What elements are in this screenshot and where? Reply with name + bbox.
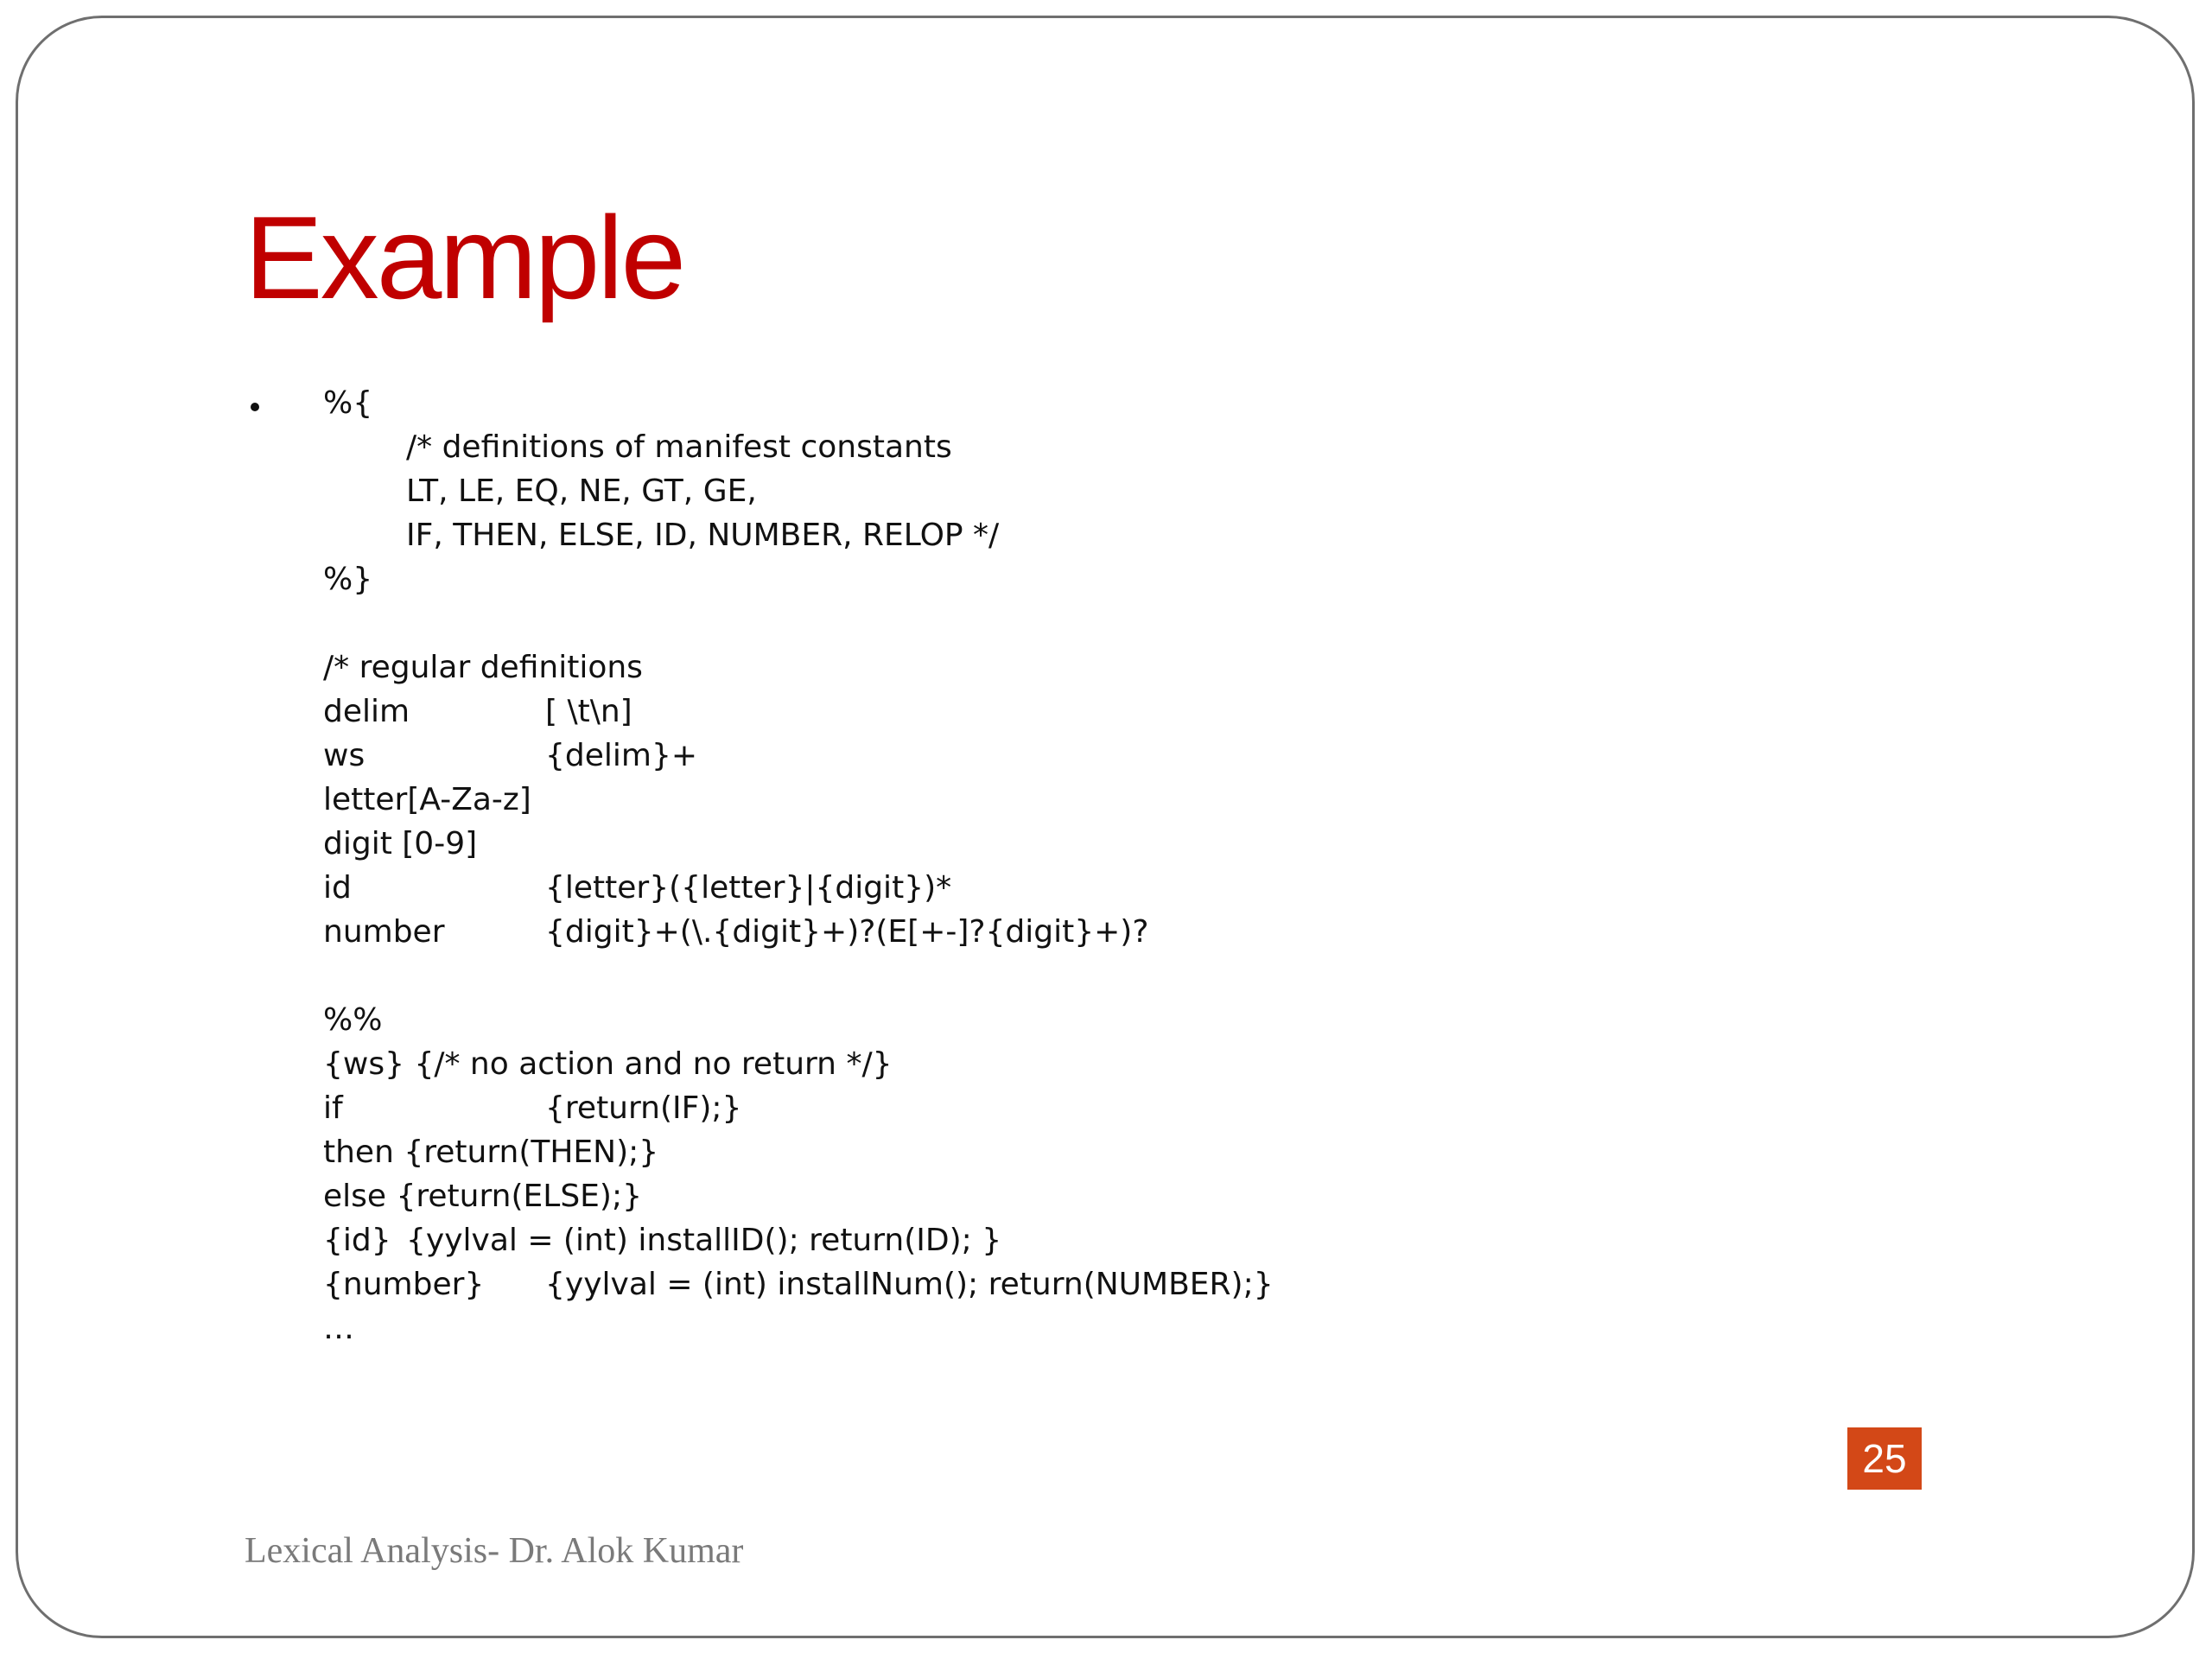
code-line xyxy=(323,1042,892,1087)
code-line xyxy=(323,910,1149,955)
code-line xyxy=(323,1306,354,1351)
code-line xyxy=(323,998,382,1043)
code-text-col2: {yylval = (int) installID(); return(ID); } xyxy=(406,1223,1002,1258)
code-text: else {return(ELSE);} xyxy=(323,1179,642,1214)
code-text: if xyxy=(323,1090,343,1126)
code-line xyxy=(323,1086,742,1131)
code-line xyxy=(323,557,372,602)
bullet-point xyxy=(251,403,259,411)
code-text: letter[A-Za-z] xyxy=(323,782,531,817)
code-text: … xyxy=(323,1311,354,1346)
code-text-col2: [ \t\n] xyxy=(545,694,632,729)
slide-title: Example xyxy=(245,192,684,323)
code-line xyxy=(323,381,372,426)
code-text: {number} xyxy=(323,1267,485,1302)
code-text-col2: {yylval = (int) installNum(); return(NUMBER);} xyxy=(545,1267,1274,1302)
code-text: digit [0-9] xyxy=(323,826,478,861)
slide-footer: Lexical Analysis- Dr. Alok Kumar xyxy=(245,1531,744,1571)
code-text: delim xyxy=(323,694,410,729)
code-text: {ws} {/* no action and no return */} xyxy=(323,1046,893,1082)
code-text-col2: {digit}+(\.{digit}+)?(E[+-]?{digit}+)? xyxy=(545,914,1149,950)
code-text: IF, THEN, ELSE, ID, NUMBER, RELOP */ xyxy=(406,518,1000,553)
page-number-badge: 25 xyxy=(1847,1427,1922,1490)
code-line xyxy=(406,513,999,558)
code-line xyxy=(323,690,632,734)
code-line xyxy=(323,1218,1002,1263)
code-text-col2: {return(IF);} xyxy=(545,1090,742,1126)
code-text: /* definitions of manifest constants xyxy=(406,429,952,465)
code-line xyxy=(323,1130,658,1175)
code-text: %} xyxy=(323,562,373,597)
code-line xyxy=(323,1174,642,1219)
code-text-col2: {letter}({letter}|{digit})* xyxy=(545,870,952,906)
code-text: then {return(THEN);} xyxy=(323,1135,659,1170)
code-text: {id} xyxy=(323,1223,391,1258)
code-line xyxy=(323,778,531,823)
code-text: /* regular definitions xyxy=(323,650,643,685)
code-text: id xyxy=(323,870,352,906)
code-text: %% xyxy=(323,1002,383,1038)
code-line xyxy=(323,734,698,779)
code-line xyxy=(323,645,643,690)
code-line xyxy=(323,1262,1274,1307)
code-text: %{ xyxy=(323,385,373,421)
code-line xyxy=(323,866,952,911)
code-line xyxy=(323,822,477,867)
code-text: number xyxy=(323,914,445,950)
code-line xyxy=(406,425,952,470)
code-text: LT, LE, EQ, NE, GT, GE, xyxy=(406,474,757,509)
code-line xyxy=(406,469,757,514)
code-text: ws xyxy=(323,738,365,773)
code-text-col2: {delim}+ xyxy=(545,738,698,773)
